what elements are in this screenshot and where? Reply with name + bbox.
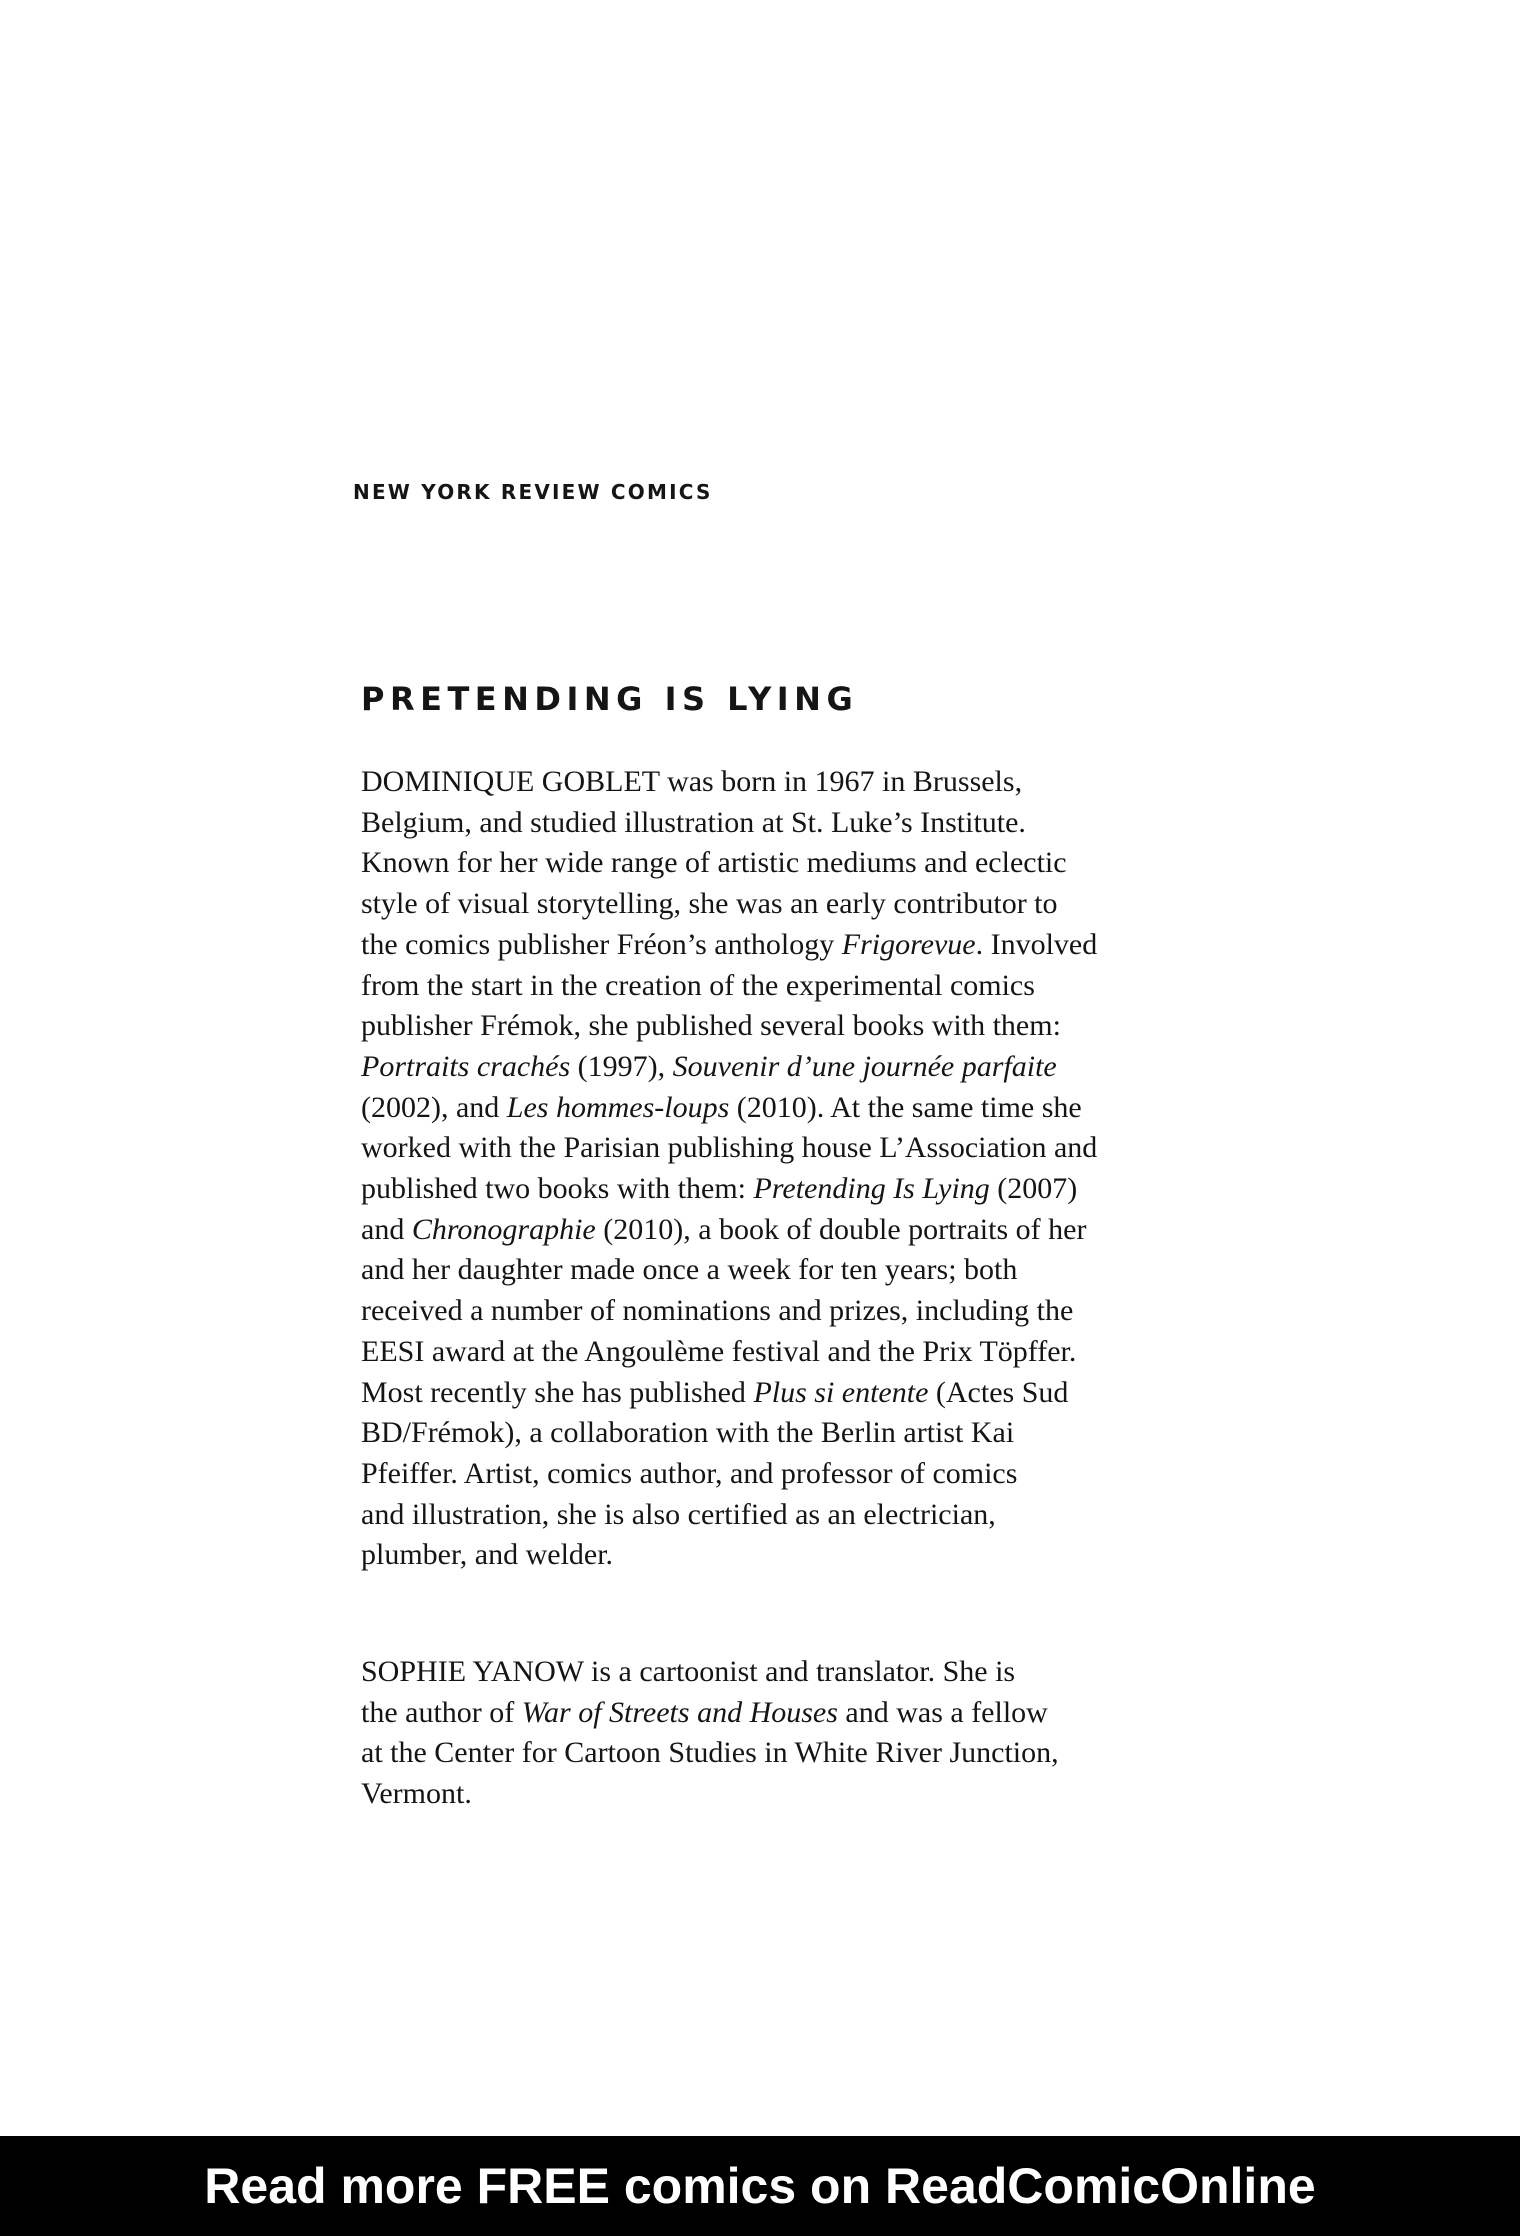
bio-line: from the start in the creation of the experimental comics (361, 968, 1035, 1002)
translator-bio-yanow (361, 1652, 1221, 1815)
bio-line: and her daughter made once a week for ten years; both (361, 1253, 1018, 1287)
series-label: NEW YORK REVIEW COMICS (353, 480, 713, 504)
bio-line: EESI award at the Angoulème festival and the Prix Töpffer. (361, 1334, 1077, 1368)
author-bio-goblet (361, 762, 1221, 1576)
bio-line: publisher Frémok, she published several books with them: (361, 1009, 1061, 1043)
bio-line: received a number of nominations and prizes, including the (361, 1294, 1074, 1328)
bio-line: Known for her wide range of artistic mediums and eclectic (361, 846, 1067, 880)
book-title-italic: Chronographie (411, 1212, 596, 1246)
bio-line: (2002), and Les hommes-loups (2010). At the same time she (361, 1090, 1082, 1124)
bio-line: SOPHIE YANOW is a cartoonist and translator. She is (361, 1655, 1016, 1688)
promo-banner-link[interactable]: Read more FREE comics on ReadComicOnline (204, 2158, 1316, 2214)
bio-line: Vermont. (361, 1777, 472, 1811)
bio-line: and Chronographie (2010), a book of double portraits of her (361, 1212, 1087, 1246)
bio-line: worked with the Parisian publishing house L’Association and (361, 1131, 1098, 1165)
bio-line: Most recently she has published Plus si entente (Actes Sud (361, 1375, 1069, 1409)
bio-line: DOMINIQUE GOBLET was born in 1967 in Brussels, (361, 765, 1023, 798)
bio-line: the author of War of Streets and Houses and was a fellow (361, 1695, 1048, 1729)
book-title-italic: Portraits crachés (361, 1049, 571, 1083)
promo-banner[interactable] (0, 2136, 1520, 2236)
bio-line: Pfeiffer. Artist, comics author, and professor of comics (361, 1456, 1018, 1490)
book-title-italic: War of Streets and Houses (521, 1695, 838, 1729)
book-title-italic: Souvenir d’une journée parfaite (672, 1049, 1057, 1083)
book-title-italic: Les hommes-loups (506, 1090, 730, 1124)
bio-line: Portraits crachés (1997), Souvenir d’une journée parfaite (361, 1049, 1057, 1083)
bio-line: the comics publisher Fréon’s anthology Frigorevue. Involved (361, 927, 1098, 961)
book-title: PRETENDING IS LYING (361, 680, 859, 718)
bio-line: BD/Frémok), a collaboration with the Berlin artist Kai (361, 1416, 1015, 1450)
bio-line: plumber, and welder. (361, 1538, 614, 1572)
bio-line: style of visual storytelling, she was an early contributor to (361, 887, 1058, 921)
book-title-italic: Pretending Is Lying (753, 1172, 990, 1206)
bio-line: and illustration, she is also certified as an electrician, (361, 1497, 996, 1531)
book-title-italic: Frigorevue (841, 927, 976, 961)
bio-line: published two books with them: Pretending Is Lying (2007) (361, 1172, 1078, 1206)
bio-line: at the Center for Cartoon Studies in White River Junction, (361, 1736, 1059, 1770)
book-title-italic: Plus si entente (753, 1375, 929, 1409)
bio-line: Belgium, and studied illustration at St. Luke’s Institute. (361, 805, 1026, 839)
